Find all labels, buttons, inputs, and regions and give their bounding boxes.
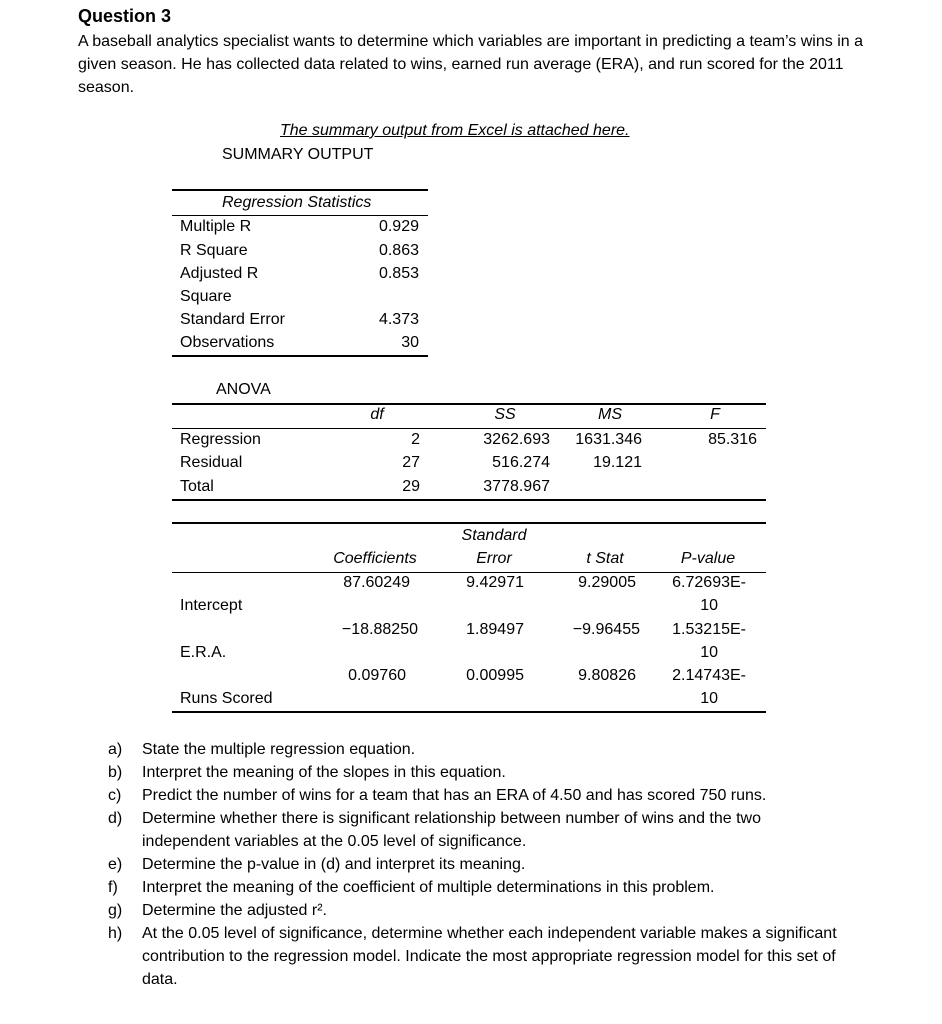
anova-heading: ANOVA	[216, 381, 271, 398]
coef-row-label: Intercept	[180, 597, 243, 614]
attachment-note: The summary output from Excel is attached here.	[280, 122, 630, 139]
anova-df: 27	[402, 454, 420, 471]
table-rule	[172, 522, 766, 524]
question-parts-list	[108, 738, 848, 991]
part-label: g)	[108, 902, 123, 919]
list-item	[108, 922, 848, 991]
part-text: Interpret the meaning of the coefficient of multiple determinations in this problem.	[142, 879, 715, 896]
anova-ss: 516.274	[492, 454, 550, 471]
p-value: 6.72693E-	[672, 574, 746, 591]
list-item	[108, 784, 848, 807]
stat-value: 4.373	[378, 311, 419, 328]
header-t-stat: t Stat	[586, 550, 624, 567]
header-coefficients: Coefficients	[333, 550, 417, 567]
list-item	[108, 807, 848, 853]
table-rule	[172, 711, 766, 713]
coef-row-label: Runs Scored	[180, 690, 273, 707]
question-intro: A baseball analytics specialist wants to determine which variables are important in predicting a team’s wins in a given season. He has collected data related to wins, earned run average (ERA), and run scored for the 2011 season.	[78, 33, 863, 96]
part-text: At the 0.05 level of significance, determine whether each independent variable makes a significant contribution to the regression model. Indicate the most appropriate regression model for this set of data.	[142, 925, 837, 988]
p-value: 2.14743E-	[672, 667, 746, 684]
table-rule	[172, 355, 428, 357]
coef-value: 0.09760	[348, 667, 406, 684]
stat-label: Adjusted R	[180, 265, 259, 282]
header-df: df	[370, 406, 384, 423]
p-value-exponent: 10	[700, 644, 718, 661]
regression-statistics-heading: Regression Statistics	[222, 194, 372, 211]
header-standard-error: Error	[476, 550, 512, 567]
anova-ms: 1631.346	[575, 431, 642, 448]
se-value: 0.00995	[466, 667, 524, 684]
part-text: Interpret the meaning of the slopes in this equation.	[142, 764, 506, 781]
coef-value: −18.88250	[341, 621, 418, 638]
part-label: h)	[108, 925, 123, 942]
anova-row-label: Residual	[180, 454, 243, 471]
table-rule	[172, 499, 766, 501]
coef-row-label: E.R.A.	[180, 644, 227, 661]
part-text: Predict the number of wins for a team that has an ERA of 4.50 and has scored 750 runs.	[142, 787, 767, 804]
part-label: d)	[108, 810, 123, 827]
header-standard-error: Standard	[461, 527, 527, 544]
part-text: Determine the adjusted r².	[142, 902, 327, 919]
stat-label: Observations	[180, 334, 275, 351]
stat-label: Standard Error	[180, 311, 285, 328]
header-p-value: P-value	[680, 550, 736, 567]
summary-heading: SUMMARY OUTPUT	[222, 146, 374, 163]
anova-ss: 3262.693	[483, 431, 550, 448]
part-label: f)	[108, 879, 118, 896]
anova-f: 85.316	[708, 431, 757, 448]
stat-label: Square	[180, 288, 232, 305]
part-label: a)	[108, 741, 123, 758]
anova-ss: 3778.967	[483, 478, 550, 495]
list-item	[108, 876, 848, 899]
stat-value: 0.853	[378, 265, 419, 282]
list-item	[108, 899, 848, 922]
p-value: 1.53215E-	[672, 621, 746, 638]
list-item	[108, 761, 848, 784]
anova-row-label: Total	[180, 478, 214, 495]
list-item	[108, 738, 848, 761]
header-ss: SS	[494, 406, 516, 423]
se-value: 9.42971	[466, 574, 524, 591]
anova-ms: 19.121	[593, 454, 642, 471]
part-text: Determine whether there is significant relationship between number of wins and the two independent variables at the 0.05 level of significance.	[142, 810, 761, 850]
part-label: e)	[108, 856, 123, 873]
p-value-exponent: 10	[700, 597, 718, 614]
table-rule	[172, 403, 766, 405]
anova-df: 29	[402, 478, 420, 495]
question-title: Question 3	[78, 6, 172, 26]
stat-value: 0.863	[378, 242, 419, 259]
table-rule	[172, 428, 766, 429]
anova-df: 2	[411, 431, 420, 448]
stat-value: 30	[401, 334, 419, 351]
se-value: 1.89497	[466, 621, 524, 638]
coef-value: 87.60249	[343, 574, 410, 591]
part-label: b)	[108, 764, 123, 781]
anova-row-label: Regression	[180, 431, 261, 448]
stat-label: Multiple R	[180, 218, 252, 235]
table-rule	[172, 215, 428, 216]
table-rule	[172, 572, 766, 573]
list-item	[108, 853, 848, 876]
header-ms: MS	[598, 406, 622, 423]
stat-value: 0.929	[378, 218, 419, 235]
part-text: Determine the p-value in (d) and interpret its meaning.	[142, 856, 526, 873]
part-label: c)	[108, 787, 122, 804]
t-value: −9.96455	[572, 621, 640, 638]
header-f: F	[710, 406, 720, 423]
t-value: 9.80826	[578, 667, 636, 684]
part-text: State the multiple regression equation.	[142, 741, 416, 758]
p-value-exponent: 10	[700, 690, 718, 707]
stat-label: R Square	[180, 242, 248, 259]
table-rule	[172, 189, 428, 191]
t-value: 9.29005	[578, 574, 636, 591]
